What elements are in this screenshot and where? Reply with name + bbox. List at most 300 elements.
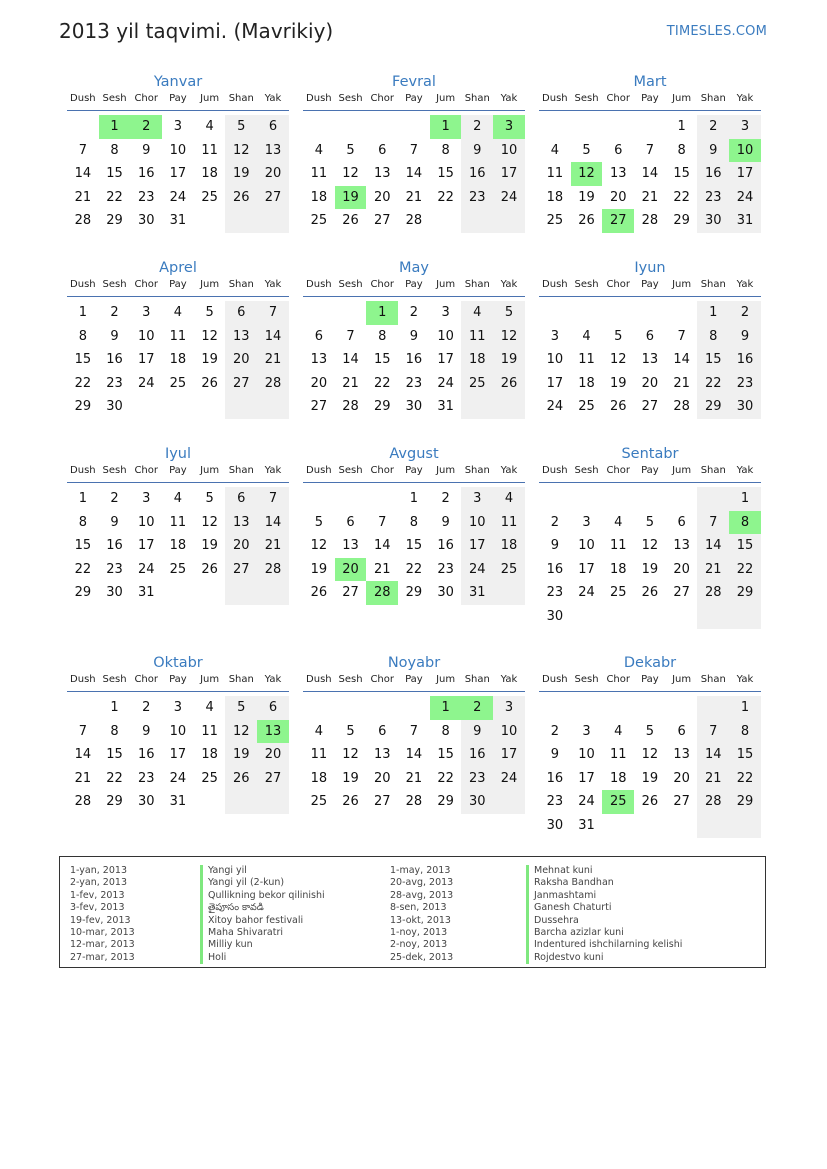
day-cell: 2 — [409, 305, 419, 320]
day-cell: 22 — [729, 558, 761, 582]
empty-day-cell — [571, 487, 603, 511]
day-cell: 21 — [342, 375, 359, 391]
day-cell: 3 — [493, 696, 525, 720]
weekday-label: Dush — [70, 465, 96, 476]
day-cell: 5 — [346, 142, 355, 158]
empty-day-cell — [257, 395, 289, 419]
month-calendar — [303, 444, 525, 605]
day-cell: 8 — [729, 511, 761, 535]
day-cell: 19 — [201, 352, 218, 368]
empty-day-cell — [539, 487, 571, 511]
weekday-label: Chor — [370, 465, 394, 476]
day-cell: 4 — [205, 700, 214, 715]
day-cell: 21 — [697, 767, 729, 791]
day-cell: 14 — [405, 166, 423, 182]
day-cell: 29 — [437, 794, 454, 810]
empty-day-cell — [666, 605, 698, 629]
day-cell: 14 — [257, 511, 289, 535]
day-cell: 11 — [310, 166, 328, 182]
weekday-label: Chor — [134, 674, 158, 685]
weekday-label: Jum — [436, 465, 456, 476]
day-cell: 9 — [729, 325, 761, 349]
day-cell: 4 — [205, 119, 214, 134]
day-cell: 14 — [257, 325, 289, 349]
day-cell: 31 — [137, 585, 155, 601]
day-cell: 5 — [582, 142, 591, 158]
week-row — [67, 115, 289, 139]
day-cell: 14 — [373, 538, 391, 554]
weekday-label: Dush — [306, 674, 332, 685]
day-cell: 16 — [546, 770, 564, 786]
day-cell: 13 — [310, 352, 328, 368]
day-cell: 3 — [582, 723, 591, 739]
day-cell: 15 — [74, 352, 92, 368]
day-cell: 5 — [225, 696, 257, 720]
day-cell: 6 — [257, 115, 289, 139]
day-cell: 31 — [169, 213, 187, 229]
week-row — [67, 581, 289, 605]
holiday-date: 28-avg, 2013 — [390, 889, 454, 901]
week-row — [303, 558, 525, 582]
day-cell: 16 — [546, 561, 564, 577]
weekday-label: Shan — [464, 279, 490, 290]
week-row — [539, 790, 761, 814]
day-cell: 15 — [74, 538, 92, 554]
weekday-label: Jum — [672, 93, 692, 104]
day-cell: 3 — [142, 305, 151, 320]
holiday-dates-right — [390, 865, 453, 964]
day-cell: 4 — [550, 142, 559, 158]
month-calendar — [303, 653, 525, 814]
day-cell: 19 — [342, 770, 359, 786]
day-cell: 22 — [74, 375, 92, 391]
weekday-header — [539, 673, 761, 692]
day-cell: 14 — [74, 166, 92, 182]
empty-day-cell — [430, 209, 462, 233]
day-cell: 17 — [169, 747, 187, 763]
day-cell: 26 — [493, 372, 525, 396]
day-cell: 2 — [441, 491, 450, 506]
week-row — [67, 558, 289, 582]
day-cell: 20 — [225, 534, 257, 558]
day-cell: 25 — [169, 375, 187, 391]
day-cell: 29 — [373, 399, 391, 415]
holiday-date: 13-okt, 2013 — [390, 914, 451, 926]
day-cell: 16 — [697, 162, 729, 186]
day-cell: 21 — [673, 375, 690, 391]
day-cell: 13 — [342, 538, 359, 554]
weekday-label: Sesh — [574, 93, 599, 104]
week-row — [67, 139, 289, 163]
day-cell: 19 — [225, 743, 257, 767]
day-cell: 19 — [310, 561, 328, 577]
day-cell: 21 — [405, 770, 423, 786]
day-cell: 24 — [729, 186, 761, 210]
month-calendar — [67, 258, 289, 419]
day-cell: 16 — [461, 743, 493, 767]
week-row — [67, 209, 289, 233]
weekday-label: Pay — [169, 465, 187, 476]
day-cell: 26 — [641, 585, 659, 601]
holiday-name: Maha Shivaratri — [200, 927, 325, 939]
weekday-label: Shan — [228, 279, 254, 290]
day-cell: 10 — [493, 720, 525, 744]
weekday-header — [303, 92, 525, 111]
weekday-label: Shan — [464, 93, 490, 104]
day-cell: 29 — [106, 794, 123, 810]
weekday-label: Chor — [134, 465, 158, 476]
day-cell: 26 — [342, 213, 359, 229]
week-row — [303, 487, 525, 511]
holiday-date: 27-mar, 2013 — [70, 951, 135, 963]
day-cell: 11 — [201, 142, 218, 158]
holiday-name: Barcha azizlar kuni — [526, 927, 682, 939]
day-cell: 31 — [169, 794, 187, 810]
empty-day-cell — [162, 395, 194, 419]
day-cell: 5 — [346, 723, 355, 739]
day-cell: 8 — [78, 328, 87, 344]
week-row — [67, 720, 289, 744]
holiday-date: 20-avg, 2013 — [390, 877, 454, 889]
weekday-label: Jum — [200, 465, 220, 476]
day-cell: 29 — [106, 213, 123, 229]
month-name: Iyun — [634, 260, 666, 276]
day-cell: 1 — [430, 115, 462, 139]
day-cell: 19 — [578, 189, 595, 205]
day-cell: 18 — [578, 375, 595, 391]
month-name: Noyabr — [387, 655, 441, 671]
day-cell: 18 — [461, 348, 493, 372]
day-cell: 7 — [409, 142, 419, 158]
day-cell: 26 — [578, 213, 595, 229]
day-cell: 15 — [437, 166, 454, 182]
empty-day-cell — [697, 487, 729, 511]
weekday-label: Yak — [736, 279, 754, 290]
week-row — [67, 162, 289, 186]
day-cell: 23 — [137, 770, 155, 786]
empty-day-cell — [634, 115, 666, 139]
day-cell: 15 — [106, 747, 123, 763]
empty-day-cell — [493, 581, 525, 605]
week-row — [67, 372, 289, 396]
empty-day-cell — [461, 395, 493, 419]
weekday-label: Sesh — [338, 93, 363, 104]
day-cell: 20 — [609, 189, 627, 205]
empty-day-cell — [225, 790, 257, 814]
empty-day-cell — [335, 301, 367, 325]
empty-day-cell — [634, 605, 666, 629]
day-cell: 3 — [173, 119, 183, 134]
day-cell: 15 — [405, 538, 423, 554]
day-cell: 27 — [673, 585, 690, 601]
day-cell: 25 — [461, 372, 493, 396]
empty-day-cell — [539, 696, 571, 720]
day-cell: 26 — [225, 767, 257, 791]
weekday-label: Pay — [169, 674, 187, 685]
day-cell: 19 — [609, 375, 627, 391]
empty-day-cell — [602, 115, 634, 139]
day-cell: 12 — [609, 352, 627, 368]
day-cell: 30 — [437, 585, 454, 601]
day-cell: 12 — [342, 166, 359, 182]
weekday-label: Jum — [200, 674, 220, 685]
day-cell: 8 — [441, 723, 450, 739]
day-cell: 1 — [430, 696, 462, 720]
empty-day-cell — [539, 115, 571, 139]
day-cell: 30 — [405, 399, 423, 415]
day-cell: 10 — [578, 747, 595, 763]
day-cell: 10 — [137, 514, 155, 530]
week-row — [303, 720, 525, 744]
day-cell: 5 — [645, 723, 655, 739]
month-name: Aprel — [159, 260, 197, 276]
month-name: Dekabr — [623, 655, 677, 671]
empty-day-cell — [634, 301, 666, 325]
holiday-date: 3-fev, 2013 — [70, 902, 125, 914]
day-cell: 2 — [550, 723, 559, 739]
month-calendar — [539, 258, 761, 419]
day-cell: 12 — [225, 139, 257, 163]
week-row — [67, 186, 289, 210]
day-cell: 14 — [697, 743, 729, 767]
day-cell: 23 — [546, 585, 564, 601]
weekday-label: Jum — [200, 279, 220, 290]
week-row — [303, 790, 525, 814]
weekday-label: Dush — [70, 93, 96, 104]
weekday-header — [539, 464, 761, 483]
day-cell: 3 — [461, 487, 493, 511]
empty-day-cell — [194, 581, 226, 605]
day-cell: 24 — [578, 585, 595, 601]
day-cell: 22 — [373, 375, 391, 391]
holiday-name: Indentured ishchilarning kelishi — [526, 939, 682, 951]
week-row — [67, 511, 289, 535]
day-cell: 2 — [110, 491, 119, 506]
day-cell: 27 — [257, 186, 289, 210]
day-cell: 13 — [609, 166, 627, 182]
holiday-name: Qullikning bekor qilinishi — [200, 890, 325, 902]
day-cell: 30 — [697, 209, 729, 233]
week-row — [303, 767, 525, 791]
weekday-label: Dush — [306, 465, 332, 476]
day-cell: 11 — [169, 514, 187, 530]
day-cell: 2 — [142, 700, 151, 715]
week-row — [539, 581, 761, 605]
day-cell: 17 — [461, 534, 493, 558]
week-row — [67, 534, 289, 558]
day-cell: 25 — [201, 189, 218, 205]
day-cell: 10 — [169, 142, 187, 158]
holiday-date: 1-noy, 2013 — [390, 926, 448, 938]
weekday-header — [303, 464, 525, 483]
weekday-label: Shan — [228, 465, 254, 476]
brand-link[interactable]: TIMESLES.COM — [666, 24, 767, 39]
day-cell: 7 — [697, 511, 729, 535]
weekday-label: Pay — [169, 279, 187, 290]
weekday-label: Yak — [736, 674, 754, 685]
empty-day-cell — [257, 790, 289, 814]
day-cell: 1 — [409, 491, 419, 506]
week-row — [539, 395, 761, 419]
day-cell: 9 — [697, 139, 729, 163]
weekday-header — [539, 278, 761, 297]
weekday-label: Yak — [500, 279, 518, 290]
day-cell: 8 — [441, 142, 450, 158]
month-calendar — [539, 653, 761, 838]
day-cell: 29 — [697, 395, 729, 419]
day-cell: 11 — [493, 511, 525, 535]
day-cell: 14 — [697, 534, 729, 558]
empty-day-cell — [194, 395, 226, 419]
empty-day-cell — [67, 115, 99, 139]
empty-day-cell — [697, 605, 729, 629]
day-cell: 25 — [493, 558, 525, 582]
day-cell: 8 — [78, 514, 87, 530]
day-cell: 16 — [437, 538, 454, 554]
day-cell: 3 — [441, 305, 450, 320]
holiday-name: Rojdestvo kuni — [526, 952, 682, 964]
day-cell: 28 — [366, 581, 398, 605]
day-cell: 12 — [493, 325, 525, 349]
day-cell: 4 — [173, 305, 183, 320]
day-cell: 24 — [493, 767, 525, 791]
day-cell: 24 — [461, 558, 493, 582]
day-cell: 28 — [257, 558, 289, 582]
day-cell: 15 — [697, 348, 729, 372]
empty-day-cell — [493, 790, 525, 814]
weekday-label: Dush — [542, 93, 568, 104]
day-cell: 6 — [378, 723, 387, 739]
empty-day-cell — [130, 395, 162, 419]
day-cell: 23 — [697, 186, 729, 210]
week-row — [303, 186, 525, 210]
weekday-label: Pay — [641, 93, 659, 104]
day-cell: 12 — [641, 747, 659, 763]
weekday-label: Dush — [70, 674, 96, 685]
empty-day-cell — [697, 814, 729, 838]
day-cell: 19 — [225, 162, 257, 186]
day-cell: 1 — [99, 115, 131, 139]
day-cell: 25 — [609, 585, 627, 601]
day-cell: 29 — [673, 213, 690, 229]
week-row — [539, 487, 761, 511]
day-cell: 11 — [461, 325, 493, 349]
holiday-list — [59, 856, 766, 968]
day-cell: 17 — [546, 375, 564, 391]
day-cell: 17 — [493, 162, 525, 186]
weekday-label: Jum — [200, 93, 220, 104]
day-cell: 13 — [373, 747, 391, 763]
day-cell: 12 — [342, 747, 359, 763]
day-cell: 20 — [673, 770, 690, 786]
weekday-label: Chor — [606, 674, 630, 685]
day-cell: 8 — [110, 723, 119, 739]
weekday-label: Dush — [542, 279, 568, 290]
weekday-label: Shan — [228, 93, 254, 104]
weekday-label: Yak — [500, 674, 518, 685]
day-cell: 28 — [74, 213, 92, 229]
day-cell: 17 — [578, 770, 595, 786]
weekday-label: Dush — [70, 279, 96, 290]
day-cell: 9 — [142, 142, 151, 158]
empty-day-cell — [666, 696, 698, 720]
day-cell: 8 — [409, 514, 419, 530]
week-row — [303, 534, 525, 558]
empty-day-cell — [67, 696, 99, 720]
day-cell: 28 — [74, 794, 92, 810]
day-cell: 18 — [609, 561, 627, 577]
day-cell: 4 — [614, 514, 623, 530]
day-cell: 25 — [578, 399, 595, 415]
day-cell: 9 — [142, 723, 151, 739]
day-cell: 2 — [110, 305, 119, 320]
day-cell: 28 — [257, 372, 289, 396]
day-cell: 29 — [729, 790, 761, 814]
day-cell: 29 — [74, 399, 92, 415]
day-cell: 30 — [137, 794, 155, 810]
day-cell: 6 — [225, 301, 257, 325]
day-cell: 19 — [641, 770, 659, 786]
weekday-label: Chor — [370, 279, 394, 290]
day-cell: 5 — [614, 328, 623, 344]
day-cell: 30 — [546, 817, 564, 833]
empty-day-cell — [398, 696, 430, 720]
day-cell: 17 — [137, 538, 155, 554]
weekday-label: Sesh — [102, 465, 127, 476]
day-cell: 22 — [106, 770, 123, 786]
day-cell: 24 — [437, 375, 454, 391]
day-cell: 27 — [373, 794, 391, 810]
day-cell: 7 — [409, 723, 419, 739]
day-cell: 21 — [257, 534, 289, 558]
weekday-header — [303, 278, 525, 297]
day-cell: 14 — [342, 352, 359, 368]
day-cell: 28 — [342, 399, 359, 415]
day-cell: 24 — [546, 399, 564, 415]
weekday-label: Shan — [464, 465, 490, 476]
holiday-date: 10-mar, 2013 — [70, 926, 135, 938]
empty-day-cell — [303, 487, 335, 511]
weekday-label: Sesh — [574, 465, 599, 476]
day-cell: 11 — [310, 747, 328, 763]
day-cell: 27 — [373, 213, 391, 229]
day-cell: 15 — [729, 534, 761, 558]
day-cell: 28 — [641, 213, 659, 229]
month-name: Sentabr — [621, 446, 679, 462]
day-cell: 25 — [310, 794, 328, 810]
weekday-label: Sesh — [574, 279, 599, 290]
weekday-header — [67, 464, 289, 483]
day-cell: 7 — [257, 301, 289, 325]
day-cell: 24 — [137, 375, 155, 391]
day-cell: 2 — [130, 115, 162, 139]
empty-day-cell — [303, 696, 335, 720]
holiday-name: Yangi yil (2-kun) — [200, 877, 325, 889]
empty-day-cell — [666, 814, 698, 838]
day-cell: 3 — [729, 115, 761, 139]
week-row — [539, 767, 761, 791]
week-row — [539, 511, 761, 535]
weekday-label: Jum — [436, 279, 456, 290]
day-cell: 19 — [641, 561, 659, 577]
day-cell: 11 — [546, 166, 564, 182]
week-row — [539, 325, 761, 349]
day-cell: 23 — [461, 767, 493, 791]
day-cell: 28 — [405, 213, 423, 229]
weekday-label: Yak — [500, 93, 518, 104]
empty-day-cell — [729, 814, 761, 838]
weekday-header — [303, 673, 525, 692]
